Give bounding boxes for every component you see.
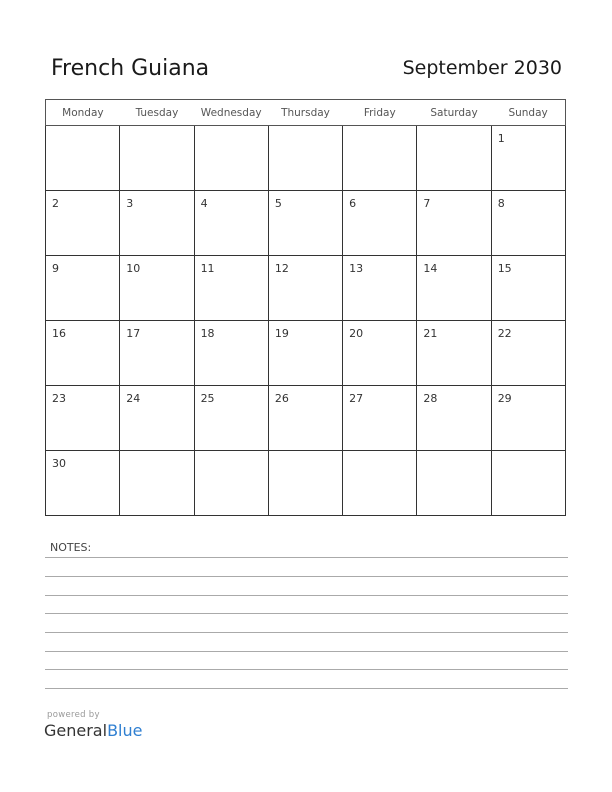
calendar-grid — [45, 99, 566, 516]
day-number: 20 — [349, 327, 364, 340]
weekday-header: Friday — [343, 100, 417, 126]
day-cell — [120, 321, 194, 386]
day-number: 8 — [497, 197, 505, 210]
weekday-header: Thursday — [268, 100, 342, 126]
day-number — [417, 126, 490, 132]
day-number: 24 — [126, 392, 141, 405]
day-number: 5 — [274, 197, 282, 210]
day-cell — [417, 256, 491, 321]
day-number: 2 — [52, 197, 59, 210]
day-cell — [268, 321, 342, 386]
day-number: 3 — [126, 197, 134, 210]
day-number — [269, 451, 342, 457]
day-number: 28 — [423, 392, 438, 405]
day-cell — [268, 126, 342, 191]
day-number: 23 — [52, 392, 66, 405]
week-row — [46, 451, 566, 516]
day-cell — [46, 256, 120, 321]
day-number — [492, 451, 565, 457]
day-number: 22 — [497, 327, 512, 340]
day-number: 14 — [423, 262, 438, 275]
day-cell — [417, 126, 491, 191]
day-cell — [343, 256, 417, 321]
day-cell — [194, 451, 268, 516]
day-cell — [120, 126, 194, 191]
day-number: 9 — [52, 262, 59, 275]
day-cell — [120, 451, 194, 516]
day-number — [120, 126, 193, 132]
day-cell — [194, 191, 268, 256]
day-number — [120, 451, 193, 457]
day-cell — [120, 191, 194, 256]
notes-line — [45, 595, 568, 596]
brand-general-text: General — [44, 721, 108, 740]
brand-blue-text: Blue — [107, 721, 143, 740]
notes-label: NOTES: — [50, 541, 92, 554]
day-cell — [343, 386, 417, 451]
week-row — [46, 386, 566, 451]
day-cell — [268, 386, 342, 451]
day-number: 16 — [52, 327, 66, 340]
weekday-header: Tuesday — [120, 100, 194, 126]
day-number: 17 — [126, 327, 141, 340]
day-cell — [491, 321, 565, 386]
day-cell — [194, 386, 268, 451]
day-cell — [268, 451, 342, 516]
day-cell — [46, 321, 120, 386]
day-cell — [491, 191, 565, 256]
weekday-header: Saturday — [417, 100, 491, 126]
day-number: 21 — [423, 327, 438, 340]
day-cell — [417, 321, 491, 386]
weekday-header: Sunday — [491, 100, 565, 126]
day-cell — [343, 191, 417, 256]
notes-line — [45, 688, 568, 689]
week-row — [46, 126, 566, 191]
day-cell — [268, 256, 342, 321]
day-cell — [194, 256, 268, 321]
generalblue-logo[interactable] — [44, 721, 142, 740]
calendar-country-title: French Guiana — [51, 56, 210, 81]
day-cell — [46, 451, 120, 516]
week-row — [46, 191, 566, 256]
day-number — [343, 126, 416, 132]
day-number: 26 — [274, 392, 289, 405]
day-number: 13 — [349, 262, 364, 275]
day-cell — [343, 126, 417, 191]
weekday-header: Wednesday — [194, 100, 268, 126]
day-cell — [194, 126, 268, 191]
weekday-header-row — [46, 100, 566, 126]
day-cell — [491, 126, 565, 191]
day-number: 1 — [497, 132, 505, 145]
day-number: 30 — [52, 457, 66, 470]
day-cell — [417, 191, 491, 256]
day-cell — [46, 126, 120, 191]
day-cell — [417, 386, 491, 451]
day-number: 11 — [200, 262, 215, 275]
day-number: 29 — [497, 392, 512, 405]
day-number — [269, 126, 342, 132]
notes-line — [45, 613, 568, 614]
weekday-header: Monday — [46, 100, 120, 126]
day-cell — [46, 386, 120, 451]
week-row — [46, 256, 566, 321]
day-number: 19 — [274, 327, 289, 340]
day-cell — [120, 386, 194, 451]
day-number — [46, 126, 119, 132]
day-number: 25 — [200, 392, 215, 405]
day-number: 7 — [423, 197, 431, 210]
powered-by-text: powered by — [47, 710, 100, 720]
day-number — [195, 451, 268, 457]
day-cell — [417, 451, 491, 516]
notes-line — [45, 669, 568, 670]
day-number — [343, 451, 416, 457]
day-cell — [491, 256, 565, 321]
day-cell — [46, 191, 120, 256]
day-cell — [268, 191, 342, 256]
day-number — [195, 126, 268, 132]
day-cell — [194, 321, 268, 386]
week-row — [46, 321, 566, 386]
notes-line — [45, 632, 568, 633]
day-cell — [491, 451, 565, 516]
notes-line — [45, 651, 568, 652]
day-number: 18 — [200, 327, 215, 340]
day-number: 12 — [274, 262, 289, 275]
day-cell — [120, 256, 194, 321]
day-number: 15 — [497, 262, 512, 275]
day-cell — [491, 386, 565, 451]
notes-line — [45, 576, 568, 577]
day-number: 6 — [349, 197, 357, 210]
day-cell — [343, 321, 417, 386]
day-number: 4 — [200, 197, 208, 210]
day-number: 27 — [349, 392, 364, 405]
notes-line — [45, 557, 568, 558]
day-cell — [343, 451, 417, 516]
calendar-month-title: September 2030 — [402, 57, 562, 79]
day-number: 10 — [126, 262, 141, 275]
day-number — [417, 451, 490, 457]
